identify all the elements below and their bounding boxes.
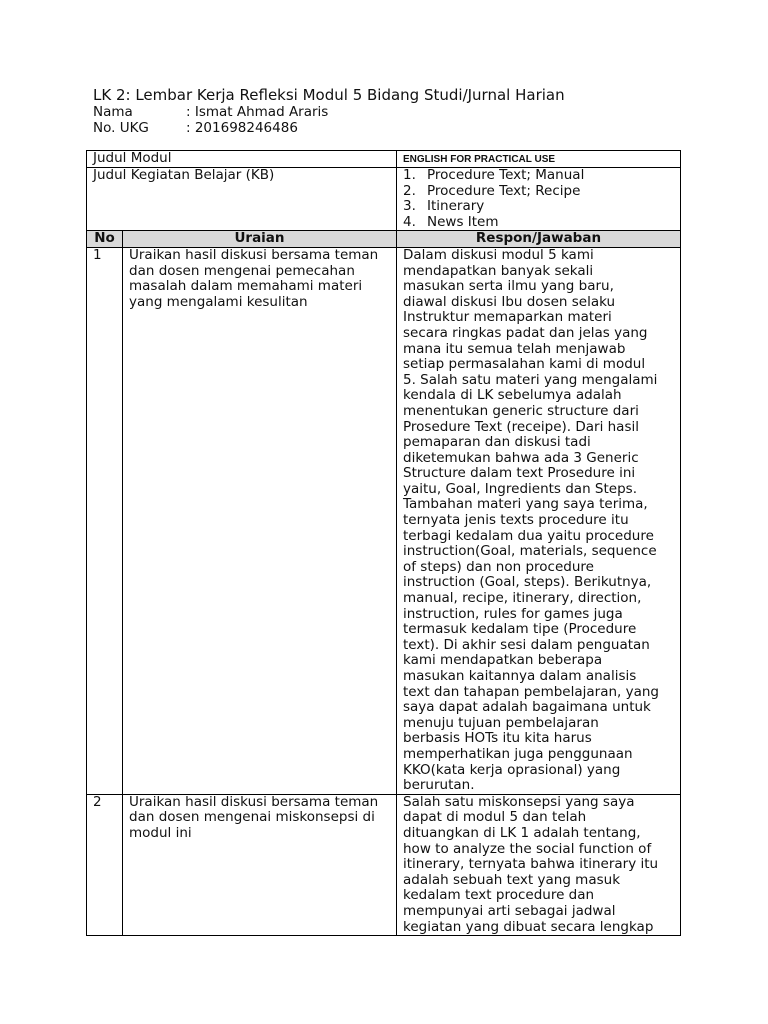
nama-value: : Ismat Ahmad Araris [186,104,329,120]
respon-line: diketemukan bahwa ada 3 Generic [403,449,639,466]
kb-item: 4. News Item [403,213,499,230]
respon-line: berbasis HOTs itu kita harus [403,730,592,747]
respon-line: instruction (Goal, steps). Berikutnya, [403,574,652,591]
respon-line: kedalam text procedure dan [403,887,595,904]
respon-line: masukan kaitannya dalam analisis [403,668,637,684]
modul-row [87,151,681,168]
respon-line: Salah satu miskonsepsi yang saya [403,794,635,810]
respon-line: termasuk kedalam tipe (Procedure [403,621,637,638]
respon-line: Prosedure Text (receipe). Dari hasil [403,418,639,435]
header-respon: Respon/Jawaban [397,231,681,248]
nama-row [93,104,328,120]
document-title: LK 2: Lembar Kerja Refleksi Modul 5 Bidang Studi/Jurnal Harian [93,86,565,104]
kb-row [87,168,681,231]
respon-line: mana itu semua telah menjawab [403,340,626,357]
respon-line: mendapatkan banyak sekali [403,262,594,279]
table-header-row [87,231,681,248]
respon-line: terbagi kedalam dua yaitu procedure [403,527,654,544]
ukg-value: : 201698246486 [186,120,298,136]
row-uraian: Uraikan hasil diskusi bersama teman dan dosen mengenai miskonsepsi di modul ini [123,794,397,935]
row-respon [397,247,681,794]
row-number: 1 [87,247,123,794]
kb-list-cell [397,168,681,231]
kb-item: 2. Procedure Text; Recipe [403,182,581,199]
respon-line: Tambahan materi yang saya terima, [403,496,648,513]
respon-line: mempunyai arti sebagai jadwal [403,902,616,919]
kb-item: 1. Procedure Text; Manual [403,167,585,183]
table-row [87,794,681,935]
respon-line: 5. Salah satu materi yang mengalami [403,371,658,388]
respon-line: text). Di akhir sesi dalam penguatan [403,636,650,653]
respon-line: yaitu, Goal, Ingredients dan Steps. [403,480,637,497]
ukg-label: No. UKG [93,120,149,136]
respon-line: saya dapat adalah bagaimana untuk [403,699,651,716]
respon-line: masukan serta ilmu yang baru, [403,278,614,295]
respon-line: menentukan generic structure dari [403,402,639,419]
respon-line: instruction(Goal, materials, sequence [403,543,657,560]
respon-line: of steps) dan non procedure [403,558,594,575]
reflection-table [86,150,681,936]
respon-line: diawal diskusi Ibu dosen selaku [403,293,616,310]
respon-line: itinerary, ternyata bahwa itinerary itu [403,856,659,873]
table-row [87,247,681,794]
kb-list [403,168,680,230]
row-respon [397,794,681,935]
respon-line: how to analyze the social function of [403,840,652,857]
header-no: No [87,231,123,248]
ukg-row [93,120,298,136]
respon-line: dapat di modul 5 dan telah [403,809,587,826]
kb-item: 3. Itinerary [403,198,485,215]
respon-line: Instruktur memaparkan materi [403,309,612,326]
respon-line: manual, recipe, itinerary, direction, [403,590,642,607]
respon-line: kami mendapatkan beberapa [403,652,603,669]
respon-line: kendala di LK sebelumya adalah [403,387,622,404]
nama-label: Nama [93,104,133,120]
respon-line: setiap permasalahan kami di modul [403,356,646,373]
respon-line: Dalam diskusi modul 5 kami [403,247,594,263]
respon-line: ternyata jenis texts procedure itu [403,512,629,529]
respon-line: kegiatan yang dibuat secara lengkap [403,918,654,935]
modul-label: Judul Modul [87,151,397,168]
respon-line: text dan tahapan pembelajaran, yang [403,683,660,700]
respon-line: secara ringkas padat dan jelas yang [403,324,648,341]
respon-line: memperhatikan juga penggunaan [403,745,633,762]
respon-line: pemaparan dan diskusi tadi [403,434,591,451]
respon-line: Structure dalam text Prosedure ini [403,465,636,482]
respon-line: instruction, rules for games juga [403,605,623,622]
respon-line: dituangkan di LK 1 adalah tentang, [403,824,641,841]
row-number: 2 [87,794,123,935]
header-uraian: Uraian [123,231,397,248]
respon-line: adalah sebuah text yang masuk [403,871,621,888]
modul-value: ENGLISH FOR PRACTICAL USE [397,151,681,168]
kb-label: Judul Kegiatan Belajar (KB) [87,168,397,231]
respon-line: KKO(kata kerja oprasional) yang [403,761,621,778]
respon-line: berurutan. [403,777,475,794]
row-uraian: Uraikan hasil diskusi bersama teman dan dosen mengenai pemecahan masalah dalam memahami materi yang mengalami kesulitan [123,247,397,794]
respon-line: menuju tujuan pembelajaran [403,714,599,731]
